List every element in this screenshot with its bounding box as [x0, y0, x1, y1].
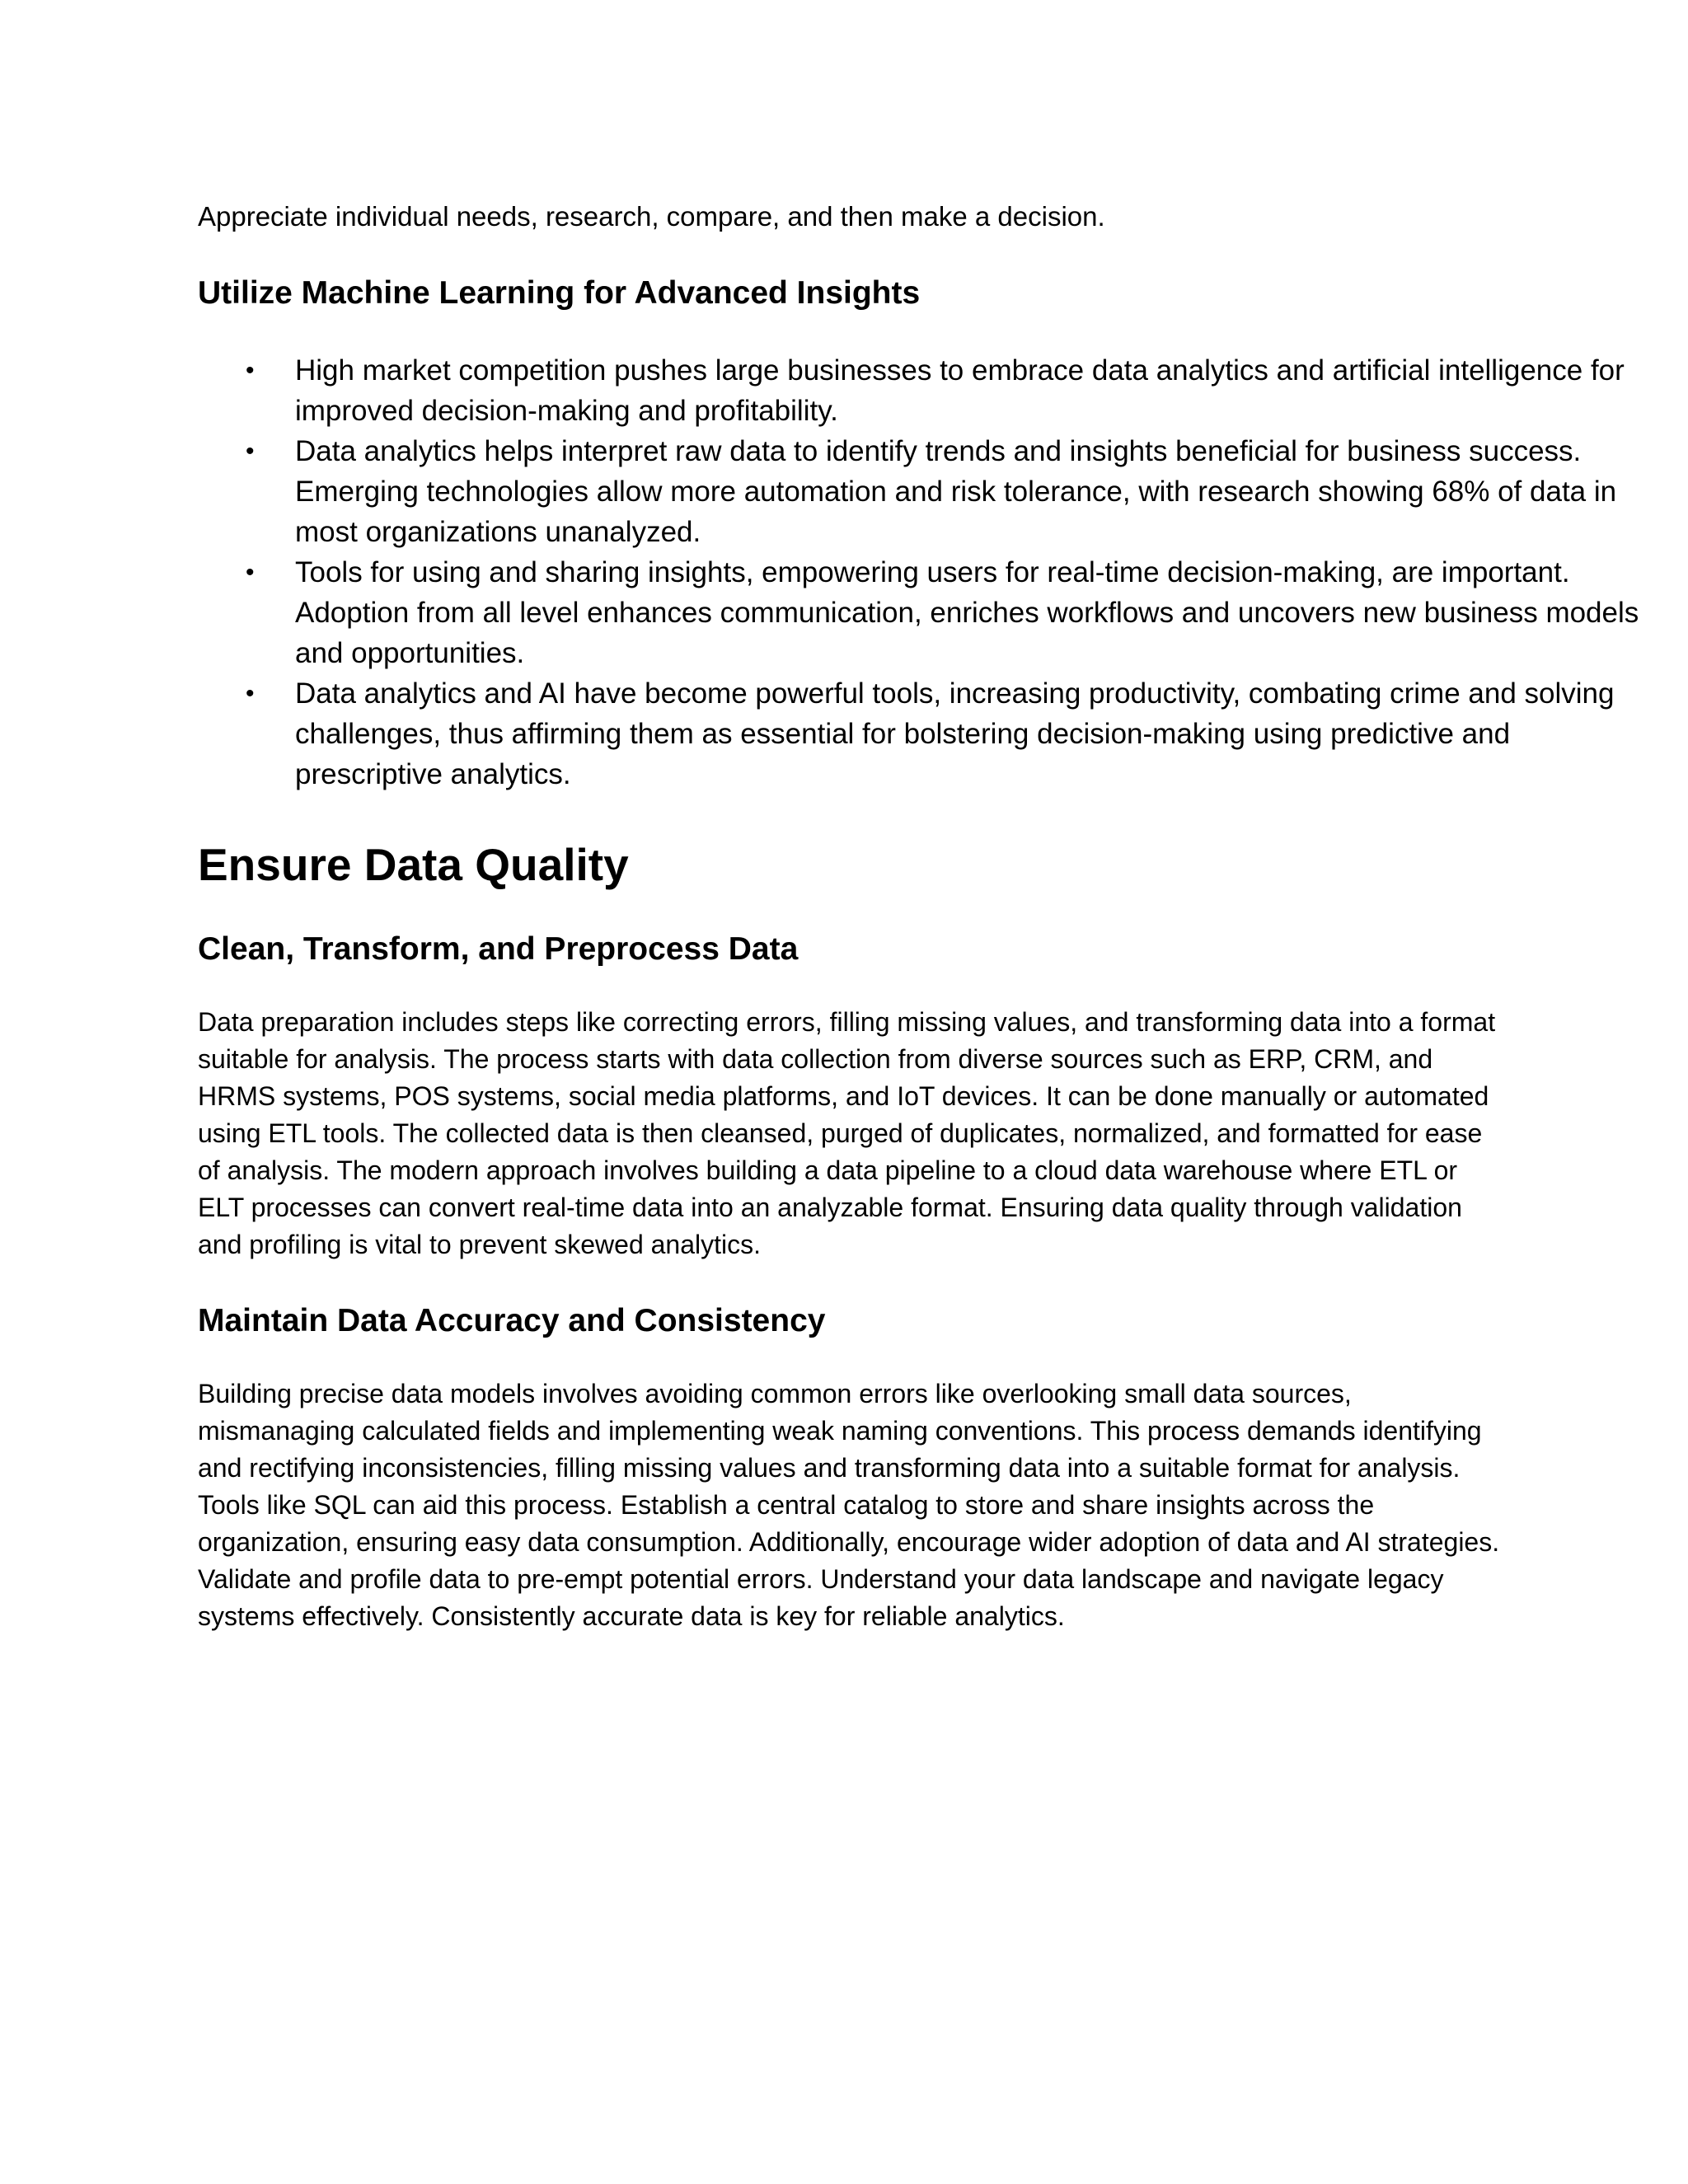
bullet-icon: • [246, 680, 255, 707]
section-heading-ml: Utilize Machine Learning for Advanced Insights [198, 275, 921, 311]
bullet-item [198, 350, 1663, 431]
bullet-text: High market competition pushes large businesses to embrace data analytics and artificial intelligence for improved decision-making and profitability. [295, 354, 1625, 427]
insights-bullet-list [198, 350, 1639, 794]
bullet-item [198, 552, 1663, 673]
bullet-text: Data analytics helps interpret raw data to identify trends and insights beneficial for business success. Emerging technologies allow more automation and risk tolerance, with research showing 68% of data in most organizations unanalyzed. [295, 435, 1617, 548]
subsection-heading-accuracy: Maintain Data Accuracy and Consistency [198, 1303, 826, 1338]
intro-paragraph: Appreciate individual needs, research, compare, and then make a decision. [198, 201, 1105, 232]
bullet-item [198, 431, 1663, 552]
clean-transform-paragraph: Data preparation includes steps like correcting errors, filling missing values, and transforming data into a format suitable for analysis. The process starts with data collection from diverse sources such as ERP, CRM, and HRMS systems, POS systems, social media platforms, and IoT devices. It can be done manually or automated using ETL tools. The collected data is then cleansed, purged of duplicates, normalized, and formatted for ease of analysis. The modern approach involves building a data pipeline to a cloud data warehouse where ETL or ELT processes can convert real-time data into an analyzable format. Ensuring data quality through validation and profiling is vital to prevent skewed analytics. [198, 1007, 1496, 1259]
section-heading-data-quality: Ensure Data Quality [198, 839, 629, 890]
bullet-icon: • [246, 559, 255, 586]
accuracy-consistency-paragraph: Building precise data models involves avoiding common errors like overlooking small data sources, mismanaging calculated fields and implementing weak naming conventions. This process demands identifying and rectifying inconsistencies, filling missing values and transforming data into a suitable format for analysis. Tools like SQL can aid this process. Establish a central catalog to store and share insights across the organization, ensuring easy data consumption. Additionally, encourage wider adoption of data and AI strategies. Validate and profile data to pre-empt potential errors. Understand your data landscape and navigate legacy systems effectively. Consistently accurate data is key for reliable analytics. [198, 1379, 1500, 1631]
bullet-item [198, 673, 1663, 794]
bullet-icon: • [246, 357, 255, 384]
bullet-text: Data analytics and AI have become powerful tools, increasing productivity, combating crime and solving challenges, thus affirming them as essential for bolstering decision-making using predictive and prescriptive analytics. [295, 677, 1615, 790]
subsection-heading-clean: Clean, Transform, and Preprocess Data [198, 931, 799, 967]
bullet-text: Tools for using and sharing insights, empowering users for real-time decision-making, are important. Adoption from all level enhances communication, enriches workflows and uncovers new business models and opportunities. [295, 556, 1639, 669]
document-page [198, 198, 1639, 1635]
bullet-icon: • [246, 438, 255, 465]
